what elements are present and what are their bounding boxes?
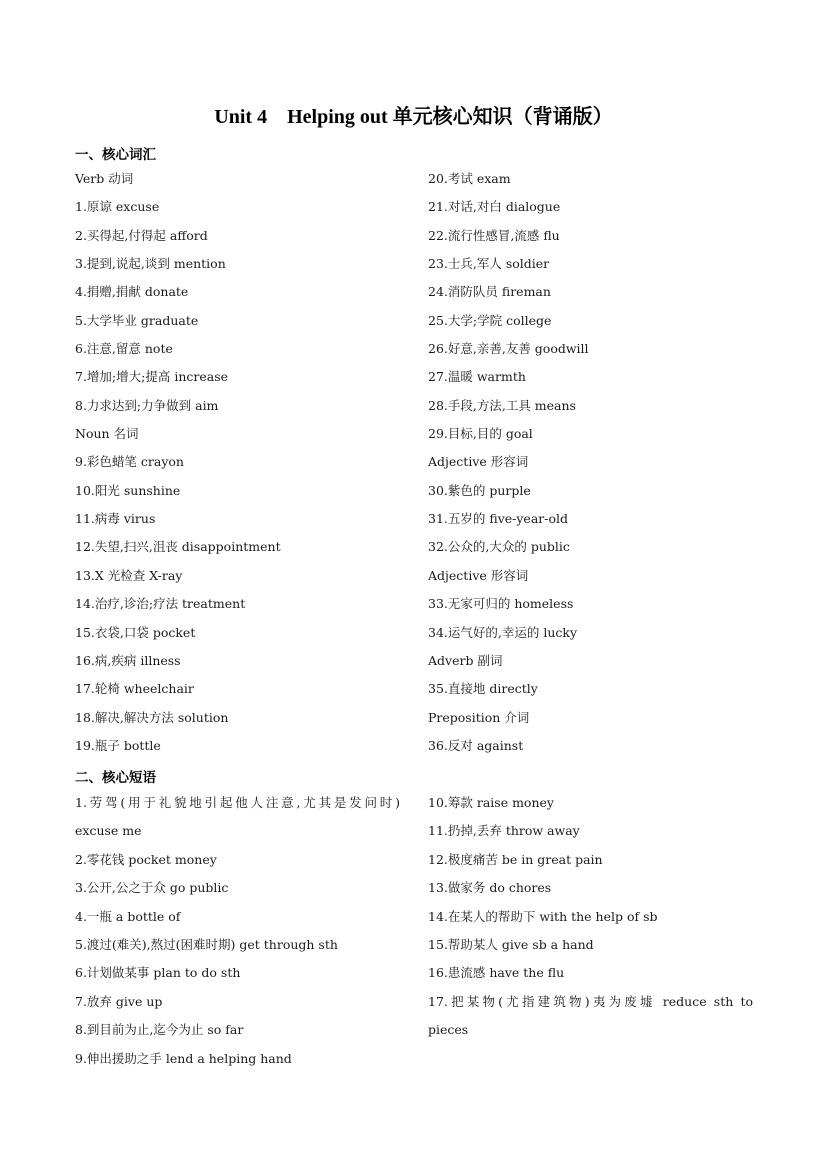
phrase-item: 16.患流感 have the flu <box>428 965 565 981</box>
phrase-list-left <box>75 789 400 1073</box>
phrase-item: 12.极度痛苦 be in great pain <box>428 851 603 867</box>
vocabulary-item: 8.力求达到;力争做到 aim <box>75 397 219 413</box>
vocabulary-item: 2.买得起,付得起 afford <box>75 227 208 243</box>
phrase-item: 13.做家务 do chores <box>428 880 552 896</box>
phrase-item: 10.筹款 raise money <box>428 795 554 810</box>
vocabulary-item: 9.彩色蜡笔 crayon <box>75 454 184 470</box>
vocabulary-item: 5.大学毕业 graduate <box>75 312 199 328</box>
vocabulary-item: Adjective 形容词 <box>428 454 529 470</box>
vocabulary-list-right <box>428 165 589 760</box>
phrase-item: 2.零花钱 pocket money <box>75 851 217 867</box>
vocabulary-item: 13.X 光检查 X-ray <box>75 567 183 583</box>
vocabulary-item: 31.五岁的 five-year-old <box>428 511 569 527</box>
vocabulary-item: 36.反对 against <box>428 737 524 753</box>
vocabulary-item: Adverb 副词 <box>428 652 503 668</box>
vocabulary-item: 27.温暖 warmth <box>428 369 526 385</box>
vocabulary-item: 24.消防队员 fireman <box>428 284 551 300</box>
vocabulary-item: 29.目标,目的 goal <box>428 426 533 442</box>
vocabulary-item: 14.治疗,诊治;疗法 treatment <box>75 596 246 612</box>
vocabulary-item: 22.流行性感冒,流感 flu <box>428 227 560 243</box>
phrase-item: 3.公开,公之于众 go public <box>75 880 229 896</box>
vocabulary-item: 26.好意,亲善,友善 goodwill <box>428 341 589 357</box>
phrase-item: 4.一瓶 a bottle of <box>75 908 181 924</box>
section-heading-phrases: 二、核心短语 <box>75 770 156 786</box>
page-title: Unit 4 Helping out 单元核心知识（背诵版） <box>214 106 613 128</box>
vocabulary-item: 3.提到,说起,谈到 mention <box>75 256 226 272</box>
vocabulary-item: 34.运气好的,幸运的 lucky <box>428 624 578 640</box>
phrase-item: 17.把某物(尤指建筑物)夷为废墟 reduce sth to <box>428 993 753 1009</box>
phrase-item: 6.计划做某事 plan to do sth <box>75 965 241 981</box>
phrase-item: 14.在某人的帮助下 with the help of sb <box>428 908 658 924</box>
vocabulary-item: 25.大学;学院 college <box>428 312 552 328</box>
vocabulary-item: 21.对话,对白 dialogue <box>428 199 561 215</box>
vocabulary-item: 33.无家可归的 homeless <box>428 596 574 612</box>
vocabulary-item: 11.病毒 virus <box>75 511 156 527</box>
phrase-item: 8.到目前为止,迄今为止 so far <box>75 1022 244 1038</box>
phrase-item: 1.劳驾(用于礼貌地引起他人注意,尤其是发问时) <box>75 795 400 810</box>
vocabulary-item: Preposition 介词 <box>428 709 530 725</box>
vocabulary-item: 28.手段,方法,工具 means <box>428 397 576 413</box>
vocabulary-item: Adjective 形容词 <box>428 567 529 583</box>
vocabulary-list-left <box>75 165 281 760</box>
phrase-item: 5.渡过(难关),熬过(困难时期) get through sth <box>75 936 338 952</box>
vocabulary-item: 35.直接地 directly <box>428 681 538 697</box>
vocabulary-item: 30.紫色的 purple <box>428 482 531 498</box>
phrase-item: excuse me <box>75 823 142 839</box>
vocabulary-item: 16.病,疾病 illness <box>75 652 181 668</box>
phrase-item: 11.扔掉,丢弃 throw away <box>428 823 580 839</box>
vocabulary-item: 18.解决,解决方法 solution <box>75 709 229 725</box>
vocabulary-item: Noun 名词 <box>75 426 139 442</box>
phrase-item: 7.放弃 give up <box>75 993 163 1009</box>
vocabulary-item: 19.瓶子 bottle <box>75 737 161 753</box>
phrase-item: 9.伸出援助之手 lend a helping hand <box>75 1050 292 1066</box>
vocabulary-item: 17.轮椅 wheelchair <box>75 681 194 697</box>
vocabulary-item: 10.阳光 sunshine <box>75 482 181 498</box>
vocabulary-item: 6.注意,留意 note <box>75 341 173 357</box>
section-heading-vocabulary: 一、核心词汇 <box>75 147 156 163</box>
phrase-item: pieces <box>428 1022 469 1038</box>
vocabulary-item: 32.公众的,大众的 public <box>428 539 570 555</box>
vocabulary-item: 7.增加;增大;提高 increase <box>75 369 229 385</box>
vocabulary-item: Verb 动词 <box>75 171 134 186</box>
vocabulary-item: 20.考试 exam <box>428 171 511 186</box>
vocabulary-item: 12.失望,扫兴,沮丧 disappointment <box>75 539 281 555</box>
vocabulary-item: 15.衣袋,口袋 pocket <box>75 624 196 640</box>
vocabulary-item: 4.捐赠,捐献 donate <box>75 284 189 300</box>
vocabulary-item: 1.原谅 excuse <box>75 199 160 215</box>
phrase-item: 15.帮助某人 give sb a hand <box>428 936 594 952</box>
vocabulary-item: 23.士兵,军人 soldier <box>428 256 550 272</box>
phrase-list-right <box>428 789 753 1045</box>
